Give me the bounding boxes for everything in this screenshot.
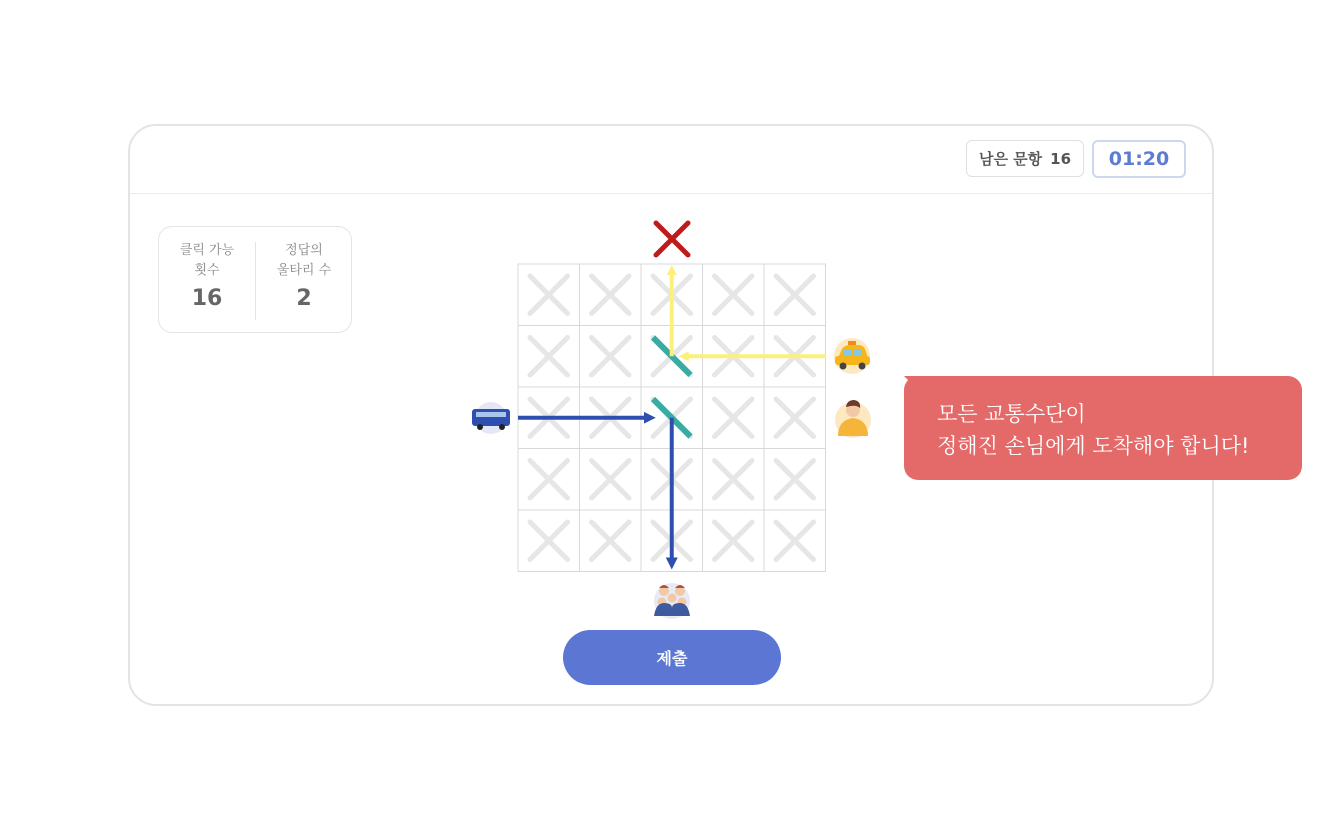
passenger-man-icon: [835, 400, 871, 438]
grid-cell[interactable]: [764, 449, 826, 511]
fence-count-value: 2: [296, 286, 312, 311]
grid-cell[interactable]: [764, 510, 826, 572]
message-line-1: 모든 교통수단이: [937, 402, 1086, 426]
grid-cell[interactable]: [518, 449, 580, 511]
grid-cell[interactable]: [703, 510, 765, 572]
grid-cell[interactable]: [518, 264, 580, 326]
click-count-value: 16: [191, 286, 223, 311]
grid-cell[interactable]: [518, 326, 580, 388]
bus-icon[interactable]: [472, 402, 510, 434]
grid-cell[interactable]: [580, 510, 642, 572]
fence-count-label-1: 정답의: [285, 243, 323, 258]
submit-button[interactable]: 제출: [563, 630, 781, 685]
click-count-label-2: 횟수: [194, 263, 220, 278]
fence-count-label-2: 울타리 수: [276, 263, 332, 278]
grid-cell[interactable]: [580, 264, 642, 326]
wrong-exit-icon: [656, 223, 688, 255]
grid-cell[interactable]: [703, 264, 765, 326]
grid-cell[interactable]: [580, 326, 642, 388]
grid-cell[interactable]: [764, 387, 826, 449]
message-bubble: [904, 376, 1302, 480]
grid-cell[interactable]: [703, 387, 765, 449]
message-line-2: 정해진 손님에게 도착해야 합니다!: [937, 434, 1250, 458]
click-count-label-1: 클릭 가능: [179, 243, 235, 258]
remaining-label: 남은 문항: [978, 150, 1043, 168]
passenger-group-icon: [654, 583, 690, 619]
timer: 01:20: [1092, 140, 1186, 178]
remaining-count: 16: [1050, 149, 1072, 168]
grid-cell[interactable]: [518, 510, 580, 572]
taxi-icon[interactable]: [834, 338, 870, 374]
grid-cell[interactable]: [764, 264, 826, 326]
grid-cell[interactable]: [580, 449, 642, 511]
grid-cell[interactable]: [703, 449, 765, 511]
